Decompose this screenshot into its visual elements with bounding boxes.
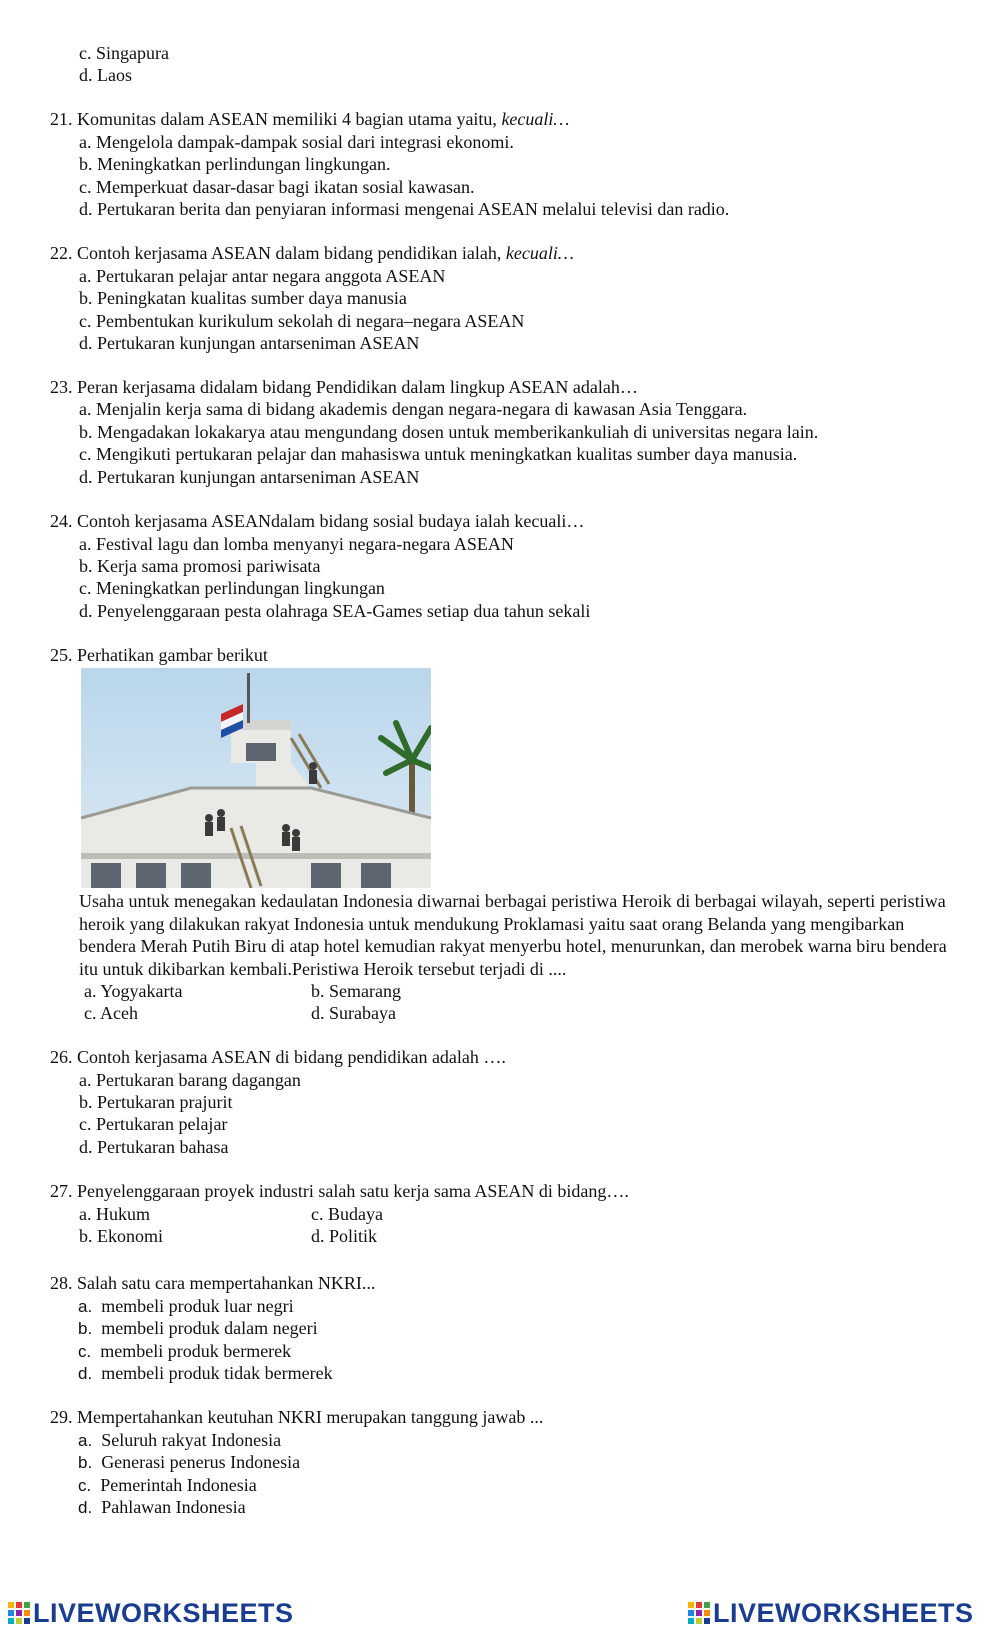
hotel-flag-photo xyxy=(81,668,431,888)
q21-option-d: d. Pertukaran berita dan penyiaran informasi mengenai ASEAN melalui televisi dan radio. xyxy=(79,199,730,219)
q22-option-c: c. Pembentukan kurikulum sekolah di negara–negara ASEAN xyxy=(79,311,525,331)
q28-option-d-text: membeli produk tidak bermerek xyxy=(101,1363,333,1383)
question-22-text: 22. Contoh kerjasama ASEAN dalam bidang pendidikan ialah, xyxy=(50,243,506,263)
question-21 xyxy=(50,108,569,130)
question-23: 23. Peran kerjasama didalam bidang Pendidikan dalam lingkup ASEAN adalah… xyxy=(50,377,638,397)
q28-option-c-letter: c. xyxy=(78,1342,92,1361)
q28-option-c-text: membeli produk bermerek xyxy=(100,1341,292,1361)
q28-option-a-letter: a. xyxy=(78,1297,93,1316)
q29-option-a xyxy=(78,1429,281,1452)
q29-option-b-letter: b. xyxy=(78,1453,93,1472)
q27-option-a: a. Hukum xyxy=(79,1204,150,1224)
q28-option-b-text: membeli produk dalam negeri xyxy=(101,1318,318,1338)
q29-option-b xyxy=(78,1451,300,1474)
q28-option-b-letter: b. xyxy=(78,1319,93,1338)
q29-option-d xyxy=(78,1496,246,1519)
question-26: 26. Contoh kerjasama ASEAN di bidang pendidikan adalah …. xyxy=(50,1047,506,1067)
q21-option-a: a. Mengelola dampak-dampak sosial dari integrasi ekonomi. xyxy=(79,132,514,152)
q21-option-b: b. Meningkatkan perlindungan lingkungan. xyxy=(79,154,391,174)
q25-option-a: a. Yogyakarta xyxy=(84,981,183,1001)
q23-option-d: d. Pertukaran kunjungan antarseniman ASEAN xyxy=(79,467,420,487)
q26-option-d: d. Pertukaran bahasa xyxy=(79,1137,229,1157)
q26-option-b: b. Pertukaran prajurit xyxy=(79,1092,233,1112)
question-24: 24. Contoh kerjasama ASEANdalam bidang sosial budaya ialah kecuali… xyxy=(50,511,585,531)
q29-option-c-text: Pemerintah Indonesia xyxy=(100,1475,257,1495)
q29-option-c-letter: c. xyxy=(78,1476,92,1495)
question-25-paragraph: Usaha untuk menegakan kedaulatan Indonesia diwarnai berbagai peristiwa Heroik di berbagai wilayah, seperti peristiwa heroik yang dilakukan rakyat Indonesia untuk mendukung Proklamasi yaitu saat orang Belanda yang mengibarkan bendera Merah Putih Biru di atap hotel kemudian rakyat menyerbu hotel, menurunkan, dan merobek warna biru bendera itu untuk dikibarkan kembali.Peristiwa Heroik tersebut terjadi di .... xyxy=(79,891,947,979)
question-25: 25. Perhatikan gambar berikut xyxy=(50,645,268,665)
liveworksheets-mark-icon xyxy=(8,1602,30,1624)
q23-option-b: b. Mengadakan lokakarya atau mengundang dosen untuk memberikankuliah di universitas negara lain. xyxy=(79,422,819,442)
question-29: 29. Mempertahankan keutuhan NKRI merupakan tanggung jawab ... xyxy=(50,1407,544,1427)
q28-option-b xyxy=(78,1317,318,1340)
liveworksheets-logo-text: LIVEWORKSHEETS xyxy=(713,1597,974,1628)
q28-option-a xyxy=(78,1295,294,1318)
q29-option-a-text: Seluruh rakyat Indonesia xyxy=(101,1430,282,1450)
question-27: 27. Penyelenggaraan proyek industri salah satu kerja sama ASEAN di bidang…. xyxy=(50,1181,629,1201)
q25-option-c: c. Aceh xyxy=(84,1003,138,1023)
question-28: 28. Salah satu cara mempertahankan NKRI... xyxy=(50,1273,376,1293)
option-d-laos: d. Laos xyxy=(79,65,132,85)
liveworksheets-mark-icon xyxy=(688,1602,710,1624)
option-c-singapura: c. Singapura xyxy=(79,43,169,63)
q28-option-d-letter: d. xyxy=(78,1364,93,1383)
q23-option-a: a. Menjalin kerja sama di bidang akademis dengan negara-negara di kawasan Asia Tenggara. xyxy=(79,399,748,419)
question-22-emphasis: kecuali… xyxy=(505,243,574,263)
q25-option-d: d. Surabaya xyxy=(311,1003,396,1023)
q27-option-c: c. Budaya xyxy=(311,1204,383,1224)
q29-option-a-letter: a. xyxy=(78,1431,93,1450)
q24-option-d: d. Penyelenggaraan pesta olahraga SEA-Games setiap dua tahun sekali xyxy=(79,601,591,621)
q21-option-c: c. Memperkuat dasar-dasar bagi ikatan sosial kawasan. xyxy=(79,177,475,197)
q22-option-a: a. Pertukaran pelajar antar negara anggota ASEAN xyxy=(79,266,446,286)
question-21-emphasis: kecuali… xyxy=(501,109,570,129)
q29-option-d-letter: d. xyxy=(78,1498,93,1517)
q29-option-d-text: Pahlawan Indonesia xyxy=(101,1497,246,1517)
q29-option-c xyxy=(78,1474,257,1497)
question-21-text: 21. Komunitas dalam ASEAN memiliki 4 bagian utama yaitu, xyxy=(50,109,502,129)
q22-option-b: b. Peningkatan kualitas sumber daya manusia xyxy=(79,288,407,308)
q26-option-a: a. Pertukaran barang dagangan xyxy=(79,1070,301,1090)
q25-option-b: b. Semarang xyxy=(311,981,401,1001)
q27-option-b: b. Ekonomi xyxy=(79,1226,163,1246)
q23-option-c: c. Mengikuti pertukaran pelajar dan mahasiswa untuk meningkatkan kualitas sumber daya manusia. xyxy=(79,444,798,464)
q22-option-d: d. Pertukaran kunjungan antarseniman ASEAN xyxy=(79,333,420,353)
q24-option-b: b. Kerja sama promosi pariwisata xyxy=(79,556,321,576)
q28-option-c xyxy=(78,1340,291,1363)
q28-option-a-text: membeli produk luar negri xyxy=(101,1296,294,1316)
question-22 xyxy=(50,242,574,264)
hotel-flag-illustration xyxy=(81,668,431,888)
q28-option-d xyxy=(78,1362,333,1385)
q24-option-a: a. Festival lagu dan lomba menyanyi negara-negara ASEAN xyxy=(79,534,514,554)
q29-option-b-text: Generasi penerus Indonesia xyxy=(101,1452,301,1472)
liveworksheets-logo-text: LIVEWORKSHEETS xyxy=(33,1597,294,1628)
q26-option-c: c. Pertukaran pelajar xyxy=(79,1114,228,1134)
q27-option-d: d. Politik xyxy=(311,1226,378,1246)
q24-option-c: c. Meningkatkan perlindungan lingkungan xyxy=(79,578,385,598)
liveworksheets-logo-left[interactable] xyxy=(8,1598,294,1628)
liveworksheets-logo-right[interactable] xyxy=(688,1598,974,1628)
